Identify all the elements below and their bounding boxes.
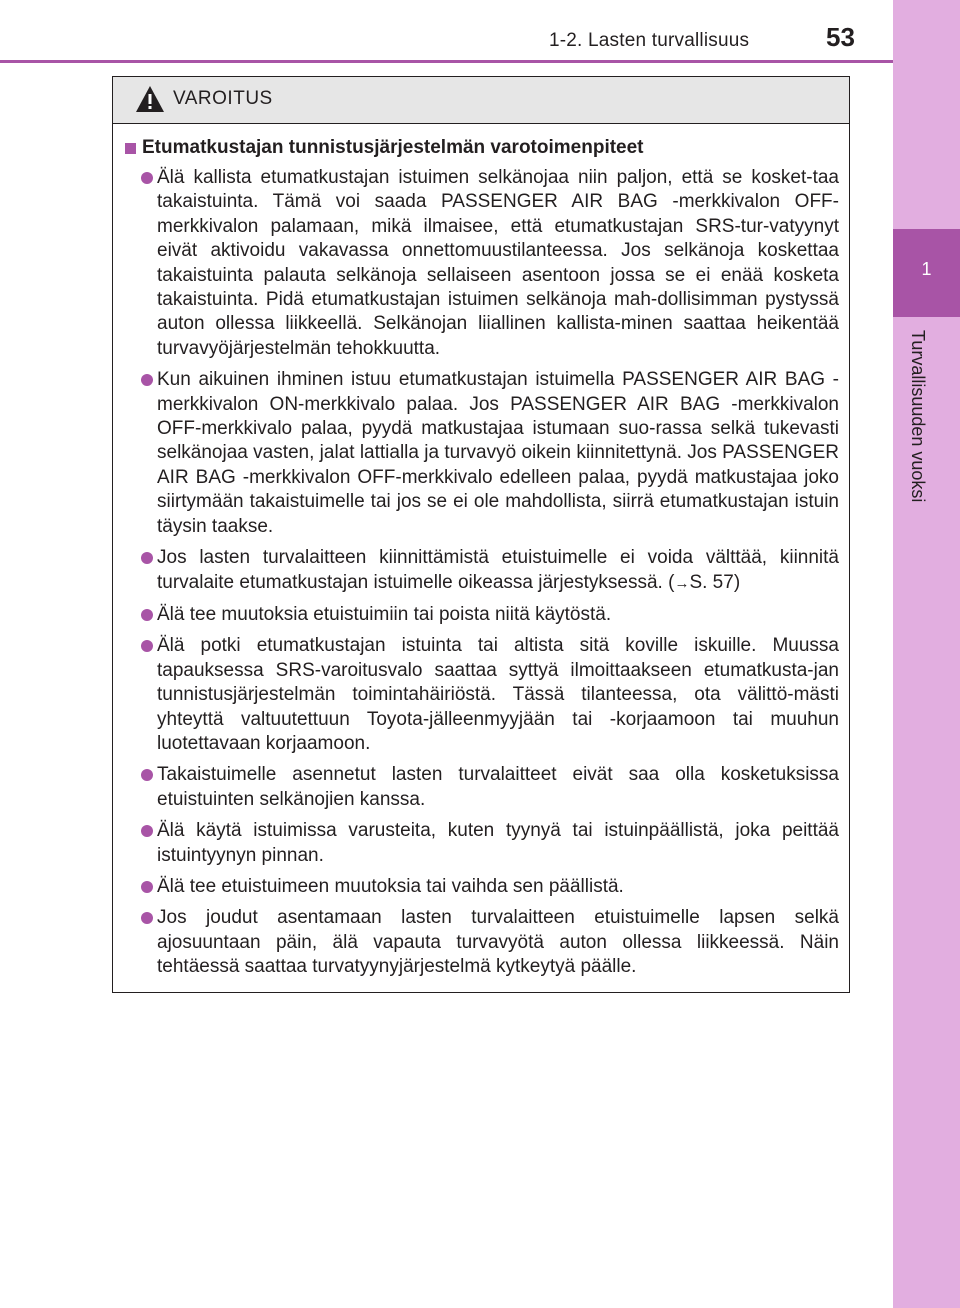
square-bullet-icon	[125, 143, 136, 154]
list-item	[125, 368, 839, 539]
warning-triangle-icon	[135, 85, 165, 118]
list-item-text: Älä käytä istuimissa varusteita, kuten tyynyä tai istuinpäällistä, joka peittää istuintyynyn pinnan.	[157, 820, 839, 866]
warning-label: VAROITUS	[173, 88, 273, 109]
page-reference-link[interactable]: S. 57)	[689, 571, 741, 593]
bullet-icon	[141, 640, 153, 652]
chapter-number: 1	[921, 259, 932, 279]
list-item	[125, 875, 839, 899]
section-heading-text: Etumatkustajan tunnistusjärjestelmän varotoimenpiteet	[142, 137, 644, 158]
list-item-text: Jos joudut asentamaan lasten turvalaitteen etuistuimelle lapsen selkä ajosuuntaan päin, älä vapauta turvavyötä auton ollessa liikkeessä. Näin tehtäessä saattaa turvatyynyjärjestelmä kytkeytyä päälle.	[157, 907, 839, 978]
list-item	[125, 906, 839, 979]
bullet-icon	[141, 374, 153, 386]
page-number: 53	[826, 22, 855, 52]
bullet-icon	[141, 912, 153, 924]
list-item-text: Älä tee etuistuimeen muutoksia tai vaihda sen päällistä.	[157, 875, 624, 897]
bullet-icon	[141, 769, 153, 781]
section-title: 1-2. Lasten turvallisuus	[549, 30, 750, 51]
list-item	[125, 634, 839, 756]
warning-body	[113, 124, 849, 980]
list-item-text: Älä tee muutoksia etuistuimiin tai poista niitä käytöstä.	[157, 603, 612, 625]
bullet-icon	[141, 172, 153, 184]
arrow-right-icon: →	[674, 574, 690, 592]
header-rule	[0, 60, 893, 63]
list-item	[125, 819, 839, 868]
bullet-icon	[141, 609, 153, 621]
chapter-label: Turvallisuuden vuoksi	[908, 330, 928, 503]
section-heading	[125, 136, 839, 160]
list-item	[125, 546, 839, 596]
bullet-icon	[141, 552, 153, 564]
list-item	[125, 603, 839, 627]
list-item	[125, 763, 839, 812]
list-item-text: Kun aikuinen ihminen istuu etumatkustajan istuimella PASSENGER AIR BAG -merkkivalon ON-merkkivalo palaa. Jos PASSENGER AIR BAG -merkkivalon OFF-merkkivalo palaa, pyydä matkustajaa istumaan suo-rassa selkä tukevasti selkänojaa vasten, jalat lattialla ja turvavyö oikein kiinnitettynä. Jos PASSENGER AIR BAG -merkkivalon OFF-merkkivalo edelleen palaa, pyydä matkustajaa joko siirtymään takaistuimelle tai jos se ei ole mahdollista, siirrä etumatkustajan istuin täysin taakse.	[157, 369, 839, 537]
bullet-icon	[141, 825, 153, 837]
warning-header	[113, 77, 849, 124]
chapter-side-tab	[893, 0, 960, 1308]
list-item-text: Älä kallista etumatkustajan istuimen selkänojaa niin paljon, että se kosket-taa takaistuinta. Tämä voi saada PASSENGER AIR BAG -merkkivalon OFF-merkkivalon palamaan, mikä ilmaisee, että etumatkustajan SRS-tur-vatyynyt eivät aktivoidu vakavassa onnettomuustilanteessa. Jos selkänoja koskettaa takaistuinta palauta selkänoja sellaiseen asentoon jossa se ei enää kosketa takaistuinta. Pidä etumatkustajan istuimen selkänoja mah-dollisimman pystyssä auton ollessa liikkeellä. Selkänojan liiallinen kallista-minen saattaa heikentää turvavyöjärjestelmän tehokkuutta.	[157, 167, 839, 359]
list-item-text: Takaistuimelle asennetut lasten turvalaitteet eivät saa olla kosketuksissa etuistuinten selkänojien kanssa.	[157, 764, 839, 810]
list-item-text: Älä potki etumatkustajan istuinta tai altista sitä koville iskuille. Muussa tapauksessa SRS-varoitusvalo saattaa syttyä ilmoittaakseen etumatkusta-jan tunnistusjärjestelmän toimintahäiriöstä. Tässä tilanteessa, ota välittö-mästi yhteyttä valtuutettuun Toyota-jälleenmyyjään tai -korjaamoon tai muuhun luotettavaan korjaamoon.	[157, 635, 839, 754]
list-item	[125, 166, 839, 361]
bullet-icon	[141, 881, 153, 893]
warning-box	[112, 76, 850, 993]
list-item-text: Jos lasten turvalaitteen kiinnittämistä etuistuimelle ei voida välttää, kiinnitä turvalaite etumatkustajan istuimelle oikeassa järjestyksessä. (	[157, 547, 839, 593]
